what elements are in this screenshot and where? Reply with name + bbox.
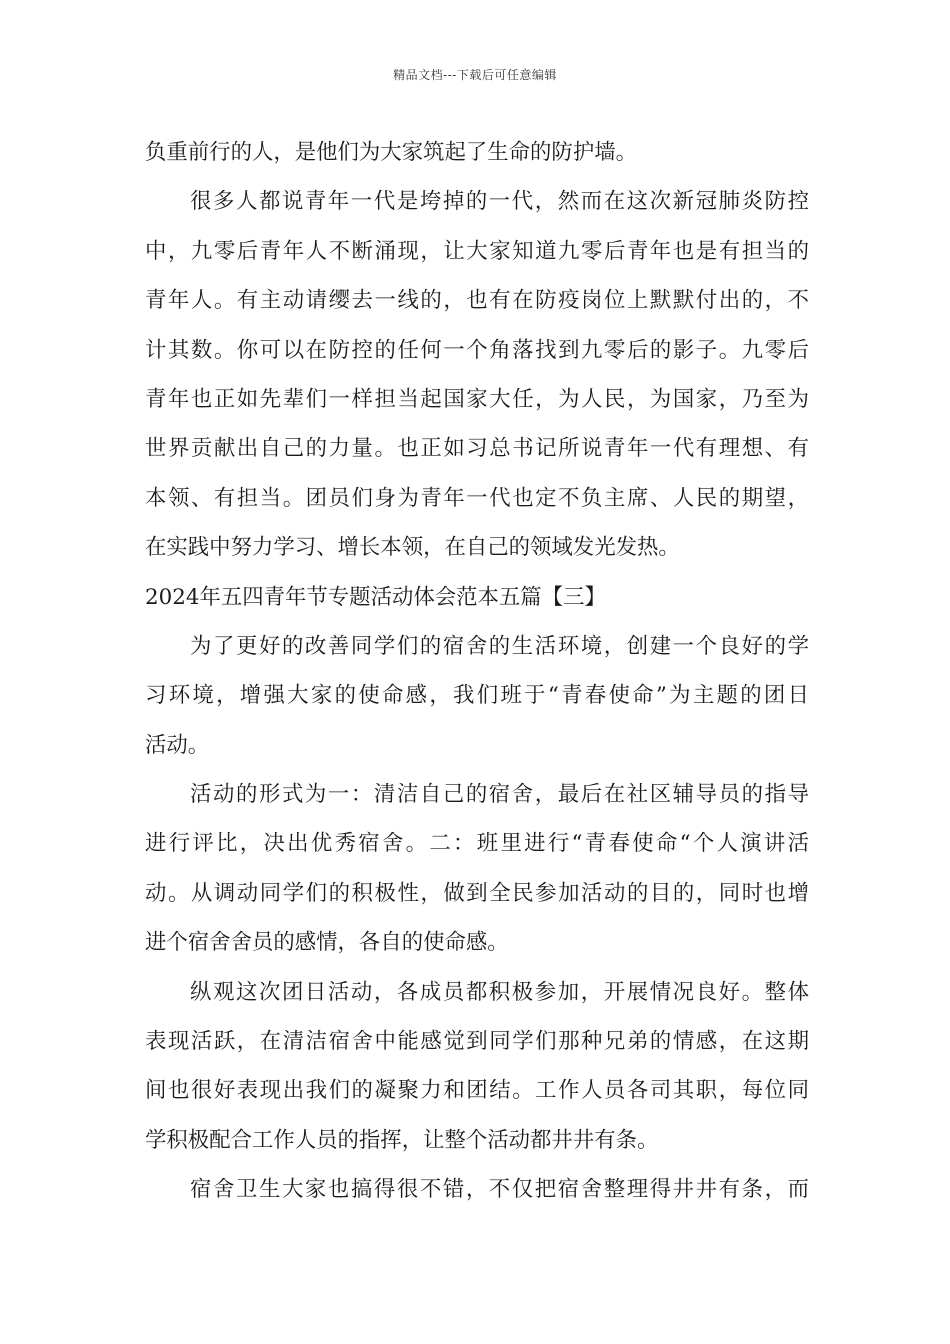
text-line: 活动的形式为一：清洁自己的宿舍，最后在社区辅导员的指导 xyxy=(190,782,809,808)
section-heading: 2024年五四青年节专题活动体会范本五篇【三】 xyxy=(145,584,606,610)
text-line: 计其数。你可以在防控的任何一个角落找到九零后的影子。九零后 xyxy=(145,337,809,363)
text-line: 很多人都说青年一代是垮掉的一代，然而在这次新冠肺炎防控 xyxy=(190,189,809,215)
text-line: 青年人。有主动请缨去一线的，也有在防疫岗位上默默付出的，不 xyxy=(145,288,809,314)
text-line: 活动。 xyxy=(145,732,210,758)
text-line: 习环境，增强大家的使命感，我们班于“青春使命”为主题的团日 xyxy=(145,683,809,709)
text-line: 进个宿舍舍员的感情，各自的使命感。 xyxy=(145,930,509,956)
text-line: 中，九零后青年人不断涌现，让大家知道九零后青年也是有担当的 xyxy=(145,238,809,264)
text-line: 进行评比，决出优秀宿舍。二：班里进行“青春使命“个人演讲活 xyxy=(145,831,809,857)
text-line: 负重前行的人，是他们为大家筑起了生命的防护墙。 xyxy=(145,140,637,165)
paragraph xyxy=(145,770,809,968)
paragraph xyxy=(145,1165,809,1214)
text-line: 为了更好的改善同学们的宿舍的生活环境，创建一个良好的学 xyxy=(190,633,809,659)
paragraph xyxy=(145,622,809,770)
text-line: 学积极配合工作人员的指挥，让整个活动都井井有条。 xyxy=(145,1127,659,1153)
text-line: 本领、有担当。团员们身为青年一代也定不负主席、人民的期望， xyxy=(145,485,809,511)
paragraph xyxy=(145,968,809,1166)
text-line: 间也很好表现出我们的凝聚力和团结。工作人员各司其职，每位同 xyxy=(145,1078,809,1104)
document-body xyxy=(145,128,809,1215)
text-line: 青年也正如先辈们一样担当起国家大任，为人民，为国家，乃至为 xyxy=(145,386,809,412)
page-header: 精品文档---下载后可任意编辑 xyxy=(393,68,557,82)
text-line: 宿舍卫生大家也搞得很不错，不仅把宿舍整理得井井有条，而 xyxy=(190,1177,809,1203)
text-line: 表现活跃，在清洁宿舍中能感觉到同学们那种兄弟的情感，在这期 xyxy=(145,1029,809,1055)
paragraph xyxy=(145,128,809,177)
text-line: 动。从调动同学们的积极性，做到全民参加活动的目的，同时也增 xyxy=(145,880,809,906)
text-line: 纵观这次团日活动，各成员都积极参加，开展情况良好。整体 xyxy=(190,979,809,1005)
text-line: 世界贡献出自己的力量。也正如习总书记所说青年一代有理想、有 xyxy=(145,436,809,462)
paragraph xyxy=(145,177,809,572)
text-line: 在实践中努力学习、增长本领，在自己的领域发光发热。 xyxy=(145,535,680,561)
